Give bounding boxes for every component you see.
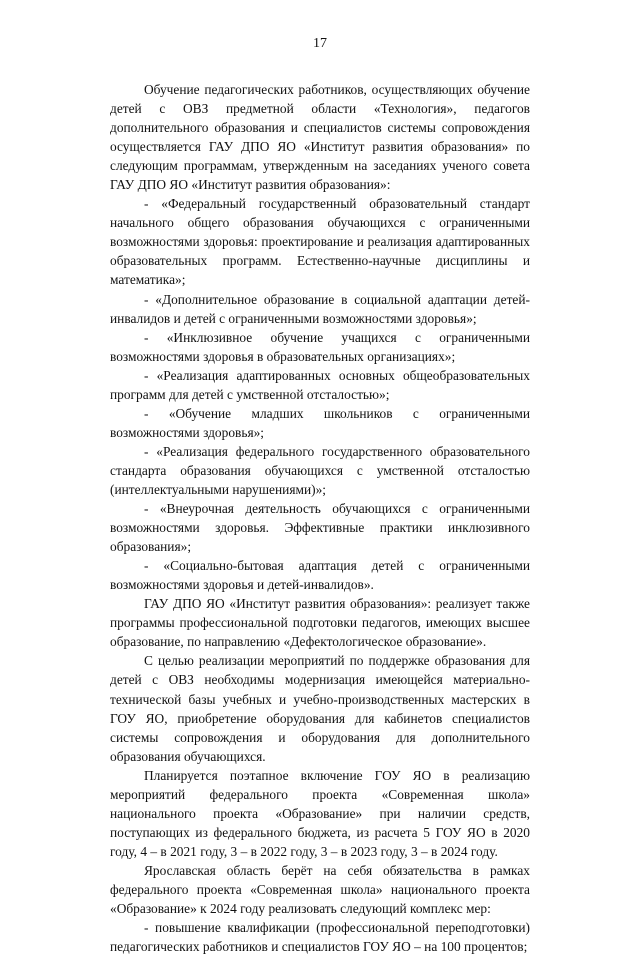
- paragraph-regional-obligations: Ярославская область берёт на себя обязательства в рамках федерального проекта «Современная школа» национального проекта «Образование» к 2024 году реализовать следующий комплекс мер:: [110, 862, 530, 917]
- list-item-fgos-program: - «Федеральный государственный образовательный стандарт начального общего образования обучающихся с ограниченными возможностями здоровья: проектирование и реализация адаптированных образовательных программ. Естественно-научные дисциплины и математика»;: [110, 196, 530, 288]
- list-item-extracurricular-program: - «Внеурочная деятельность обучающихся с ограниченными возможностями здоровья. Эффективные практики инклюзивного образования»;: [110, 501, 530, 555]
- paragraph-professional-training: ГАУ ДПО ЯО «Институт развития образования»: реализует также программы профессиональной подготовки педагогов, имеющих высшее образование, по направлению «Дефектологическое образование».: [110, 596, 530, 650]
- document-body: [110, 80, 530, 956]
- list-item-junior-pupils-program: - «Обучение младших школьников с ограниченными возможностями здоровья»;: [110, 405, 530, 440]
- paragraph-teacher-training: Обучение педагогических работников, осуществляющих обучение детей с ОВЗ предметной области «Технология», педагогов дополнительного образования и специалистов системы сопровождения осуществляется ГАУ ДПО ЯО «Институт развития образования» по следующим программам, утвержденным на заседаниях ученого совета ГАУ ДПО ЯО «Институт развития образования»:: [110, 82, 530, 193]
- list-item-qualification-improvement: - повышение квалификации (профессиональной переподготовки) педагогических работников и специалистов ГОУ ЯО – на 100 процентов;: [110, 920, 530, 955]
- list-item-adapted-programs: - «Реализация адаптированных основных общеобразовательных программ для детей с умственной отсталостью»;: [110, 367, 530, 402]
- paragraph-modernization: С целью реализации мероприятий по поддержке образования для детей с ОВЗ необходимы модернизация имеющейся материально-технической базы учебных и учебно-производственных мастерских в ГОУ ЯО, приобретение оборудования для кабинетов специалистов системы сопровождения и оборудования для дополнительного образования обучающихся.: [110, 653, 530, 764]
- list-item-additional-education-program: - «Дополнительное образование в социальной адаптации детей-инвалидов и детей с ограниченными возможностями здоровья»;: [110, 291, 530, 326]
- list-item-fgos-mental-disability: - «Реализация федерального государственного образовательного стандарта образования обучающихся с умственной отсталостью (интеллектуальными нарушениями)»;: [110, 443, 530, 497]
- list-item-inclusive-learning-program: - «Инклюзивное обучение учащихся с ограниченными возможностями здоровья в образовательных организациях»;: [110, 329, 530, 364]
- paragraph-phased-inclusion: Планируется поэтапное включение ГОУ ЯО в реализацию мероприятий федерального проекта «Современная школа» национального проекта «Образование» при наличии средств, поступающих из федерального бюджета, из расчета 5 ГОУ ЯО в 2020 году, 4 – в 2021 году, 3 – в 2022 году, 3 – в 2023 году, 3 – в 2024 году.: [110, 767, 530, 859]
- page-number: 17: [313, 36, 327, 51]
- list-item-social-adaptation-program: - «Социально-бытовая адаптация детей с ограниченными возможностями здоровья и детей-инвалидов».: [110, 558, 530, 593]
